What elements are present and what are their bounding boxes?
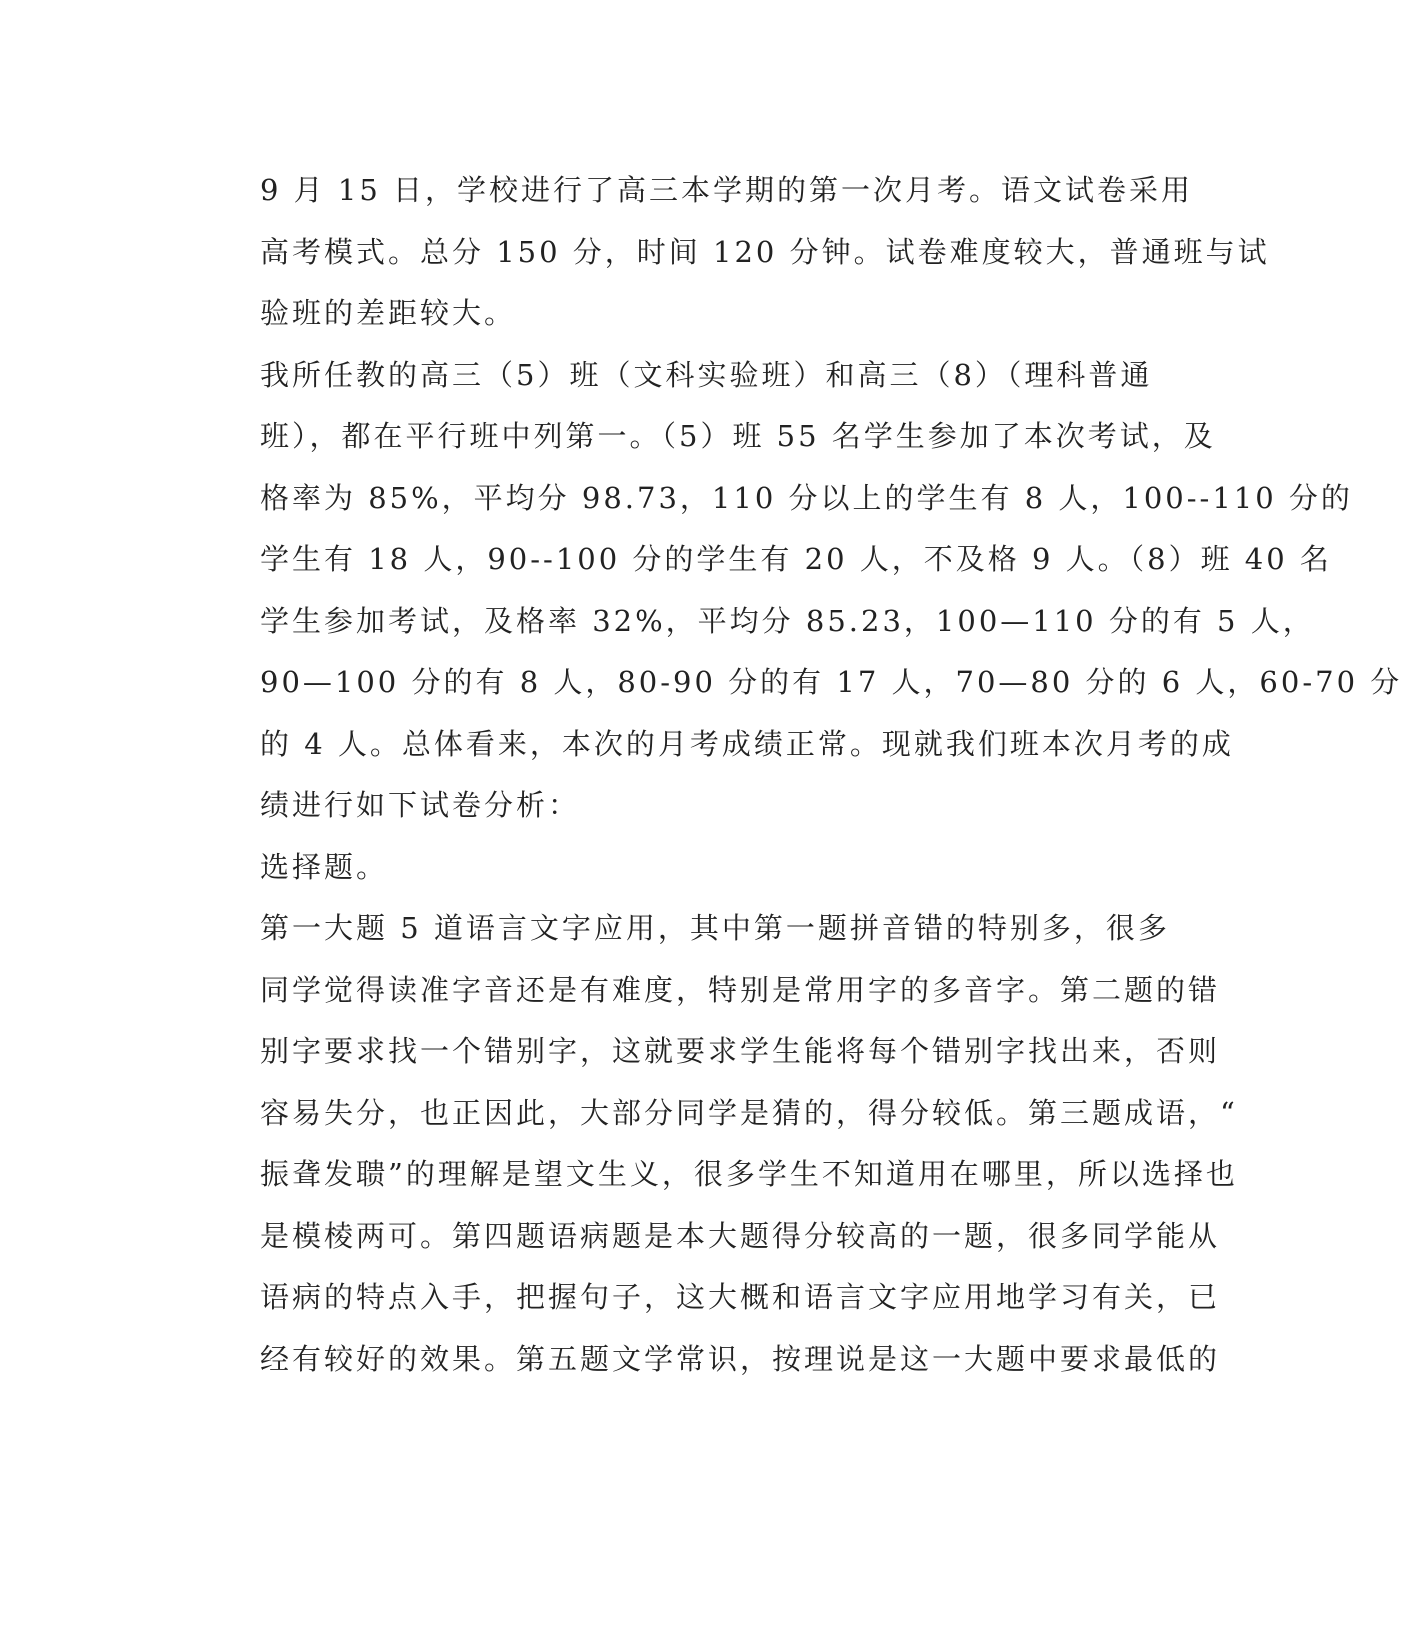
text-line: 的 4 人。总体看来，本次的月考成绩正常。现就我们班本次月考的成 xyxy=(260,726,1234,761)
text-line: 容易失分，也正因此，大部分同学是猜的，得分较低。第三题成语，“ xyxy=(260,1095,1238,1130)
text-line: 验班的差距较大。 xyxy=(260,296,517,330)
text-line: 语病的特点入手，把握句子，这大概和语言文字应用地学习有关，已 xyxy=(260,1280,1221,1314)
text-line: 第一大题 5 道语言文字应用，其中第一题拼音错的特别多，很多 xyxy=(260,911,1170,945)
text-line: 绩进行如下试卷分析： xyxy=(260,788,581,822)
document-body xyxy=(188,160,1402,1390)
text-line: 学生有 18 人，90--100 分的学生有 20 人，不及格 9 人。（8）班 40 名 xyxy=(260,542,1332,576)
text-line: 别字要求找一个错别字，这就要求学生能将每个错别字找出来，否则 xyxy=(260,1034,1221,1068)
text-line: 9 月 15 日，学校进行了高三本学期的第一次月考。语文试卷采用 xyxy=(260,173,1194,207)
section-heading-multiple-choice xyxy=(188,837,1068,899)
text-line: 经有较好的效果。第五题文学常识，按理说是这一大题中要求最低的 xyxy=(260,1341,1221,1376)
text-line: 选择题。 xyxy=(260,849,389,884)
paragraph-class-results xyxy=(188,345,1402,837)
text-line: 是模棱两可。第四题语病题是本大题得分较高的一题，很多同学能从 xyxy=(260,1218,1221,1253)
paragraph-question-analysis xyxy=(188,898,1238,1390)
text-line: 格率为 85%，平均分 98.73，110 分以上的学生有 8 人，100--110 分的 xyxy=(260,480,1353,515)
text-line: 同学觉得读准字音还是有难度，特别是常用字的多音字。第二题的错 xyxy=(260,972,1221,1007)
text-line: 振聋发聩”的理解是望文生义，很多学生不知道用在哪里，所以选择也 xyxy=(260,1157,1238,1191)
text-line: 90—100 分的有 8 人，80-90 分的有 17 人，70—80 分的 6 人，60-70 分 xyxy=(260,665,1402,699)
text-line: 我所任教的高三（5）班（文科实验班）和高三（8）（理科普通 xyxy=(260,357,1153,392)
paragraph-exam-intro xyxy=(188,160,1270,345)
text-line: 班），都在平行班中列第一。（5）班 55 名学生参加了本次考试，及 xyxy=(260,419,1216,453)
text-line: 学生参加考试，及格率 32%，平均分 85.23，100—110 分的有 5 人， xyxy=(260,603,1315,638)
text-line: 高考模式。总分 150 分，时间 120 分钟。试卷难度较大，普通班与试 xyxy=(260,234,1270,269)
